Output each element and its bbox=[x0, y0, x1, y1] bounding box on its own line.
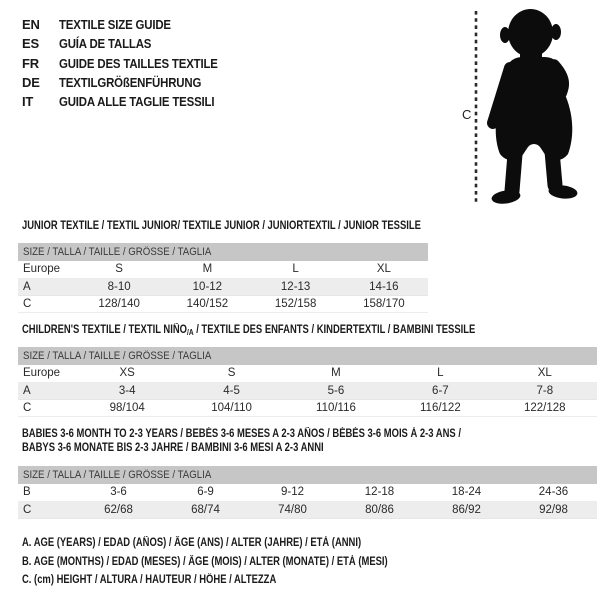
language-title: TEXTILGRÖßENFÜHRUNG bbox=[59, 74, 202, 90]
cell: 12-13 bbox=[252, 278, 340, 295]
baby-silhouette bbox=[491, 9, 578, 205]
row-label: B bbox=[18, 484, 75, 501]
children-table-title-text bbox=[22, 324, 475, 337]
babies-title-line2: BABYS 3-6 MONATE BIS 2-3 JAHRE / BAMBINI 3-6 MESI A 2-3 ANNI bbox=[22, 442, 324, 454]
babies-size-table bbox=[18, 466, 597, 519]
language-title: TEXTILE SIZE GUIDE bbox=[59, 17, 171, 32]
children-table-grid bbox=[18, 365, 597, 417]
cell: 92/98 bbox=[510, 501, 597, 518]
language-code: FR bbox=[22, 55, 39, 71]
height-label-c: C bbox=[462, 107, 472, 122]
row-label: C bbox=[18, 399, 75, 416]
row-label: C bbox=[18, 295, 75, 312]
cell: 62/68 bbox=[75, 501, 162, 518]
row-label: A bbox=[18, 278, 75, 295]
cell: 86/92 bbox=[423, 501, 510, 518]
row-label: A bbox=[18, 382, 75, 399]
cell: 158/170 bbox=[340, 295, 428, 312]
cell: 122/128 bbox=[493, 399, 597, 416]
cell: 74/80 bbox=[249, 501, 336, 518]
language-code: DE bbox=[22, 74, 40, 90]
children-size-table bbox=[18, 347, 597, 417]
size-header-bar bbox=[18, 466, 597, 484]
cell: M bbox=[284, 365, 388, 382]
cell: 80/86 bbox=[336, 501, 423, 518]
cell: 3-6 bbox=[75, 484, 162, 501]
children-title-sub: /A bbox=[187, 328, 194, 337]
children-table-title bbox=[22, 324, 575, 337]
note-c-text: C. (cm) HEIGHT / ALTURA / HAUTEUR / HÖHE / ALTEZZA bbox=[22, 574, 277, 587]
cell: 116/122 bbox=[388, 399, 492, 416]
table-row bbox=[18, 278, 428, 295]
cell: 18-24 bbox=[423, 484, 510, 501]
cell: 24-36 bbox=[510, 484, 597, 501]
junior-table-title bbox=[22, 220, 508, 232]
language-title: GUÍA DE TALLAS bbox=[59, 36, 152, 52]
size-header-text: SIZE / TALLA / TAILLE / GRÖSSE / TAGLIA bbox=[23, 246, 212, 258]
cell: S bbox=[179, 365, 283, 382]
note-b-text: B. AGE (MONTHS) / EDAD (MESES) / ÂGE (MOIS) / ALTER (MONATE) / ETÀ (MESI) bbox=[22, 555, 388, 568]
cell: 140/152 bbox=[163, 295, 251, 312]
language-row bbox=[22, 15, 239, 34]
language-list bbox=[22, 15, 239, 111]
cell: L bbox=[388, 365, 492, 382]
children-title-suffix: / TEXTILE DES ENFANTS / KINDERTEXTIL / BAMBINI TESSILE bbox=[193, 324, 476, 336]
junior-size-table bbox=[18, 243, 428, 313]
cell: 104/110 bbox=[179, 399, 283, 416]
footnotes bbox=[22, 534, 468, 590]
cell: 4-5 bbox=[179, 382, 283, 399]
cell: 8-10 bbox=[75, 278, 163, 295]
children-title-prefix: CHILDREN'S TEXTILE / TEXTIL NIÑO bbox=[22, 324, 188, 336]
cell: XL bbox=[340, 261, 428, 278]
babies-table-title bbox=[22, 428, 557, 454]
cell: 6-7 bbox=[388, 382, 492, 399]
note-c bbox=[22, 571, 468, 590]
cell: 7-8 bbox=[493, 382, 597, 399]
language-code: EN bbox=[22, 17, 40, 32]
note-a bbox=[22, 534, 468, 553]
cell: 128/140 bbox=[75, 295, 163, 312]
junior-table-grid bbox=[18, 261, 428, 313]
row-label: Europe bbox=[18, 261, 75, 278]
table-row bbox=[18, 365, 597, 382]
language-row bbox=[22, 54, 239, 73]
baby-silhouette-icon bbox=[455, 5, 600, 210]
cell: S bbox=[75, 261, 163, 278]
language-code: IT bbox=[22, 94, 34, 110]
table-row bbox=[18, 295, 428, 312]
cell: 68/74 bbox=[162, 501, 249, 518]
language-title: GUIDA ALLE TAGLIE TESSILI bbox=[59, 94, 215, 110]
cell: 12-18 bbox=[336, 484, 423, 501]
cell: 110/116 bbox=[284, 399, 388, 416]
language-row bbox=[22, 73, 239, 92]
table-row bbox=[18, 501, 597, 518]
row-label: Europe bbox=[18, 365, 75, 382]
cell: XL bbox=[493, 365, 597, 382]
note-a-text: A. AGE (YEARS) / EDAD (AÑOS) / ÂGE (ANS) / ALTER (JAHRE) / ETÀ (ANNI) bbox=[22, 537, 362, 549]
cell: 14-16 bbox=[340, 278, 428, 295]
language-title: GUIDE DES TAILLES TEXTILE bbox=[59, 55, 218, 71]
cell: 98/104 bbox=[75, 399, 179, 416]
cell: XS bbox=[75, 365, 179, 382]
language-row bbox=[22, 92, 239, 111]
cell: L bbox=[252, 261, 340, 278]
note-b bbox=[22, 553, 468, 572]
row-label: C bbox=[18, 501, 75, 518]
size-header-text: SIZE / TALLA / TAILLE / GRÖSSE / TAGLIA bbox=[23, 469, 212, 481]
babies-table-grid bbox=[18, 484, 597, 519]
language-code: ES bbox=[22, 36, 39, 52]
table-row bbox=[18, 399, 597, 416]
cell: 9-12 bbox=[249, 484, 336, 501]
size-header-text: SIZE / TALLA / TAILLE / GRÖSSE / TAGLIA bbox=[23, 350, 212, 362]
size-header-bar bbox=[18, 243, 428, 261]
language-row bbox=[22, 34, 239, 53]
babies-title-line1: BABIES 3-6 MONTH TO 2-3 YEARS / BEBÉS 3-6 MESES A 2-3 AÑOS / BÉBÉS 3-6 MOIS À 2-3 ANS / bbox=[22, 428, 461, 440]
cell: 152/158 bbox=[252, 295, 340, 312]
junior-table-title-text: JUNIOR TEXTILE / TEXTIL JUNIOR/ TEXTILE JUNIOR / JUNIORTEXTIL / JUNIOR TESSILE bbox=[22, 220, 421, 232]
cell: M bbox=[163, 261, 251, 278]
table-row bbox=[18, 382, 597, 399]
cell: 3-4 bbox=[75, 382, 179, 399]
size-header-bar bbox=[18, 347, 597, 365]
cell: 5-6 bbox=[284, 382, 388, 399]
table-row bbox=[18, 261, 428, 278]
cell: 10-12 bbox=[163, 278, 251, 295]
table-row bbox=[18, 484, 597, 501]
cell: 6-9 bbox=[162, 484, 249, 501]
